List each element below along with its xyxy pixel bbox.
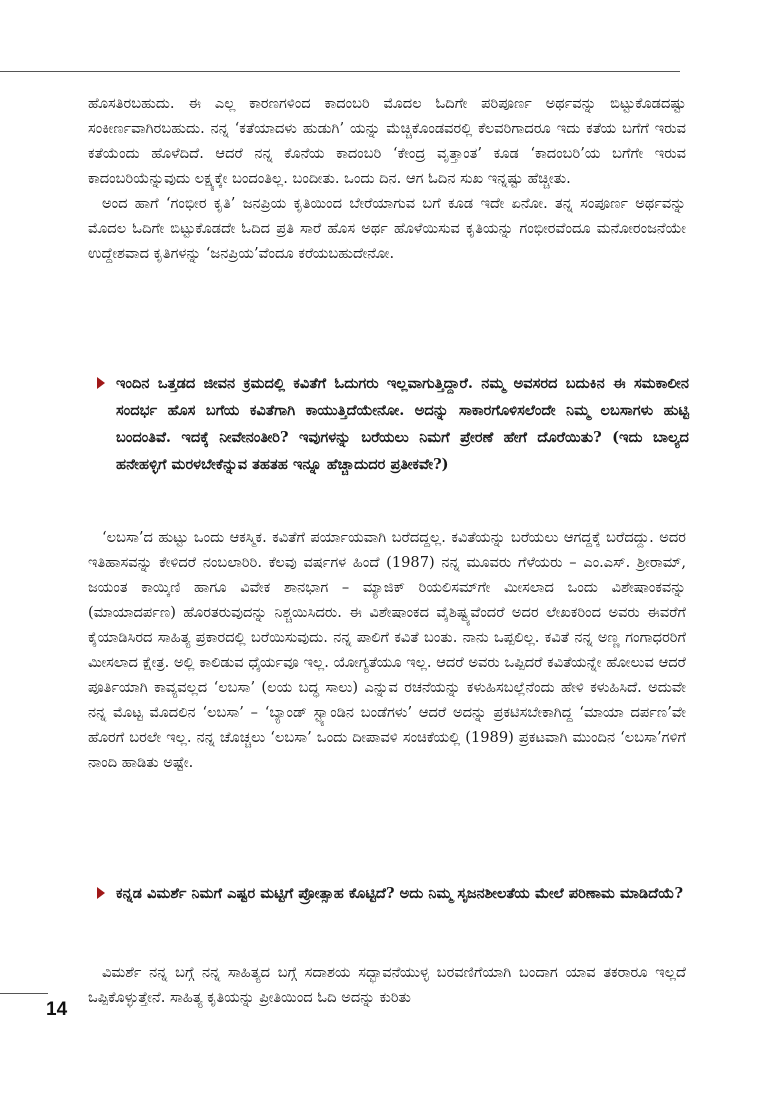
bullet-arrow-icon [97,377,105,389]
bottom-rule [0,993,48,994]
question-2 [97,880,689,907]
question-2-text: ಕನ್ನಡ ವಿಮರ್ಶೆ ನಿಮಗೆ ಎಷ್ಟರ ಮಟ್ಟಿಗೆ ಪ್ರೋತ್ಸಾಹ ಕೊಟ್ಟಿದೆ? ಅದು ನಿಮ್ಮ ಸೃಜನಶೀಲತೆಯ ಮೇಲೆ ಪರಿಣಾಮ ಮಾಡಿದೆಯೆ? [116,885,683,902]
paragraph-group-1 [88,91,686,266]
paragraph-group-3 [88,960,686,1010]
paragraph-2: ಅಂದ ಹಾಗೆ ‘ಗಂಭೀರ ಕೃತಿ’ ಜನಪ್ರಿಯ ಕೃತಿಯಿಂದ ಬೇರೆಯಾಗುವ ಬಗೆ ಕೂಡ ಇದೇ ಏನೋ. ತನ್ನ ಸಂಪೂರ್ಣ ಅರ್ಥವನ್ನು ಮೊದಲ ಓದಿಗೇ ಬಿಟ್ಟುಕೊಡದೇ ಓದಿದ ಪ್ರತಿ ಸಾರೆ ಹೊಸ ಅರ್ಥ ಹೊಳೆಯಿಸುವ ಕೃತಿಯನ್ನು ಗಂಭೀರವೆಂದೂ ಮನೋರಂಜನೆಯೇ ಉದ್ದೇಶವಾದ ಕೃತಿಗಳನ್ನು ‘ಜನಪ್ರಿಯ’ವೆಂದೂ ಕರೆಯಬಹುದೇನೋ. [88,195,686,262]
paragraph-1: ಹೊಸತಿರಬಹುದು. ಈ ಎಲ್ಲ ಕಾರಣಗಳಿಂದ ಕಾದಂಬರಿ ಮೊದಲ ಓದಿಗೇ ಪರಿಪೂರ್ಣ ಅರ್ಥವನ್ನು ಬಿಟ್ಟುಕೊಡದಷ್ಟು ಸಂಕೀರ್ಣವಾಗಿರಬಹುದು. ನನ್ನ ‘ಕತೆಯಾದಳು ಹುಡುಗಿ’ ಯನ್ನು ಮೆಚ್ಚಿಕೊಂಡವರಲ್ಲಿ ಕೆಲವರಿಗಾದರೂ ಇದು ಕತೆಯ ಬಗೆಗೆ ಇರುವ ಕತೆಯೆಂದು ಹೊಳೆದಿದೆ. ಆದರೆ ನನ್ನ ಕೊನೆಯ ಕಾದಂಬರಿ ‘ಕೇಂದ್ರ ವೃತ್ತಾಂತ’ ಕೂಡ ‘ಕಾದಂಬರಿ’ಯ ಬಗೆಗೇ ಇರುವ ಕಾದಂಬರಿಯೆನ್ನುವುದು ಲಕ್ಷ್ಯಕ್ಕೇ ಬಂದಂತಿಲ್ಲ. ಬಂದೀತು. ಒಂದು ದಿನ. ಆಗ ಓದಿನ ಸುಖ ಇನ್ನಷ್ಟು ಹೆಚ್ಚೀತು. [88,95,686,187]
question-1 [97,370,689,478]
top-rule [0,71,680,72]
paragraph-3: ‘ಲಬಸಾ’ದ ಹುಟ್ಟು ಒಂದು ಆಕಸ್ಮಿಕ. ಕವಿತೆಗೆ ಪರ್ಯಾಯವಾಗಿ ಬರೆದದ್ದಲ್ಲ. ಕವಿತೆಯನ್ನು ಬರೆಯಲು ಆಗದ್ದಕ್ಕೆ ಬರೆದದ್ದು. ಅದರ ಇತಿಹಾಸವನ್ನು ಕೇಳಿದರೆ ನಂಬಲಾರಿರಿ. ಕೆಲವು ವರ್ಷಗಳ ಹಿಂದೆ (1987) ನನ್ನ ಮೂವರು ಗೆಳೆಯರು – ಎಂ.ಎಸ್. ಶ್ರೀರಾಮ್, ಜಯಂತ ಕಾಯ್ಕಿಣಿ ಹಾಗೂ ವಿವೇಕ ಶಾನಭಾಗ – ಮ್ಯಾಜಿಕ್ ರಿಯಲಿಸಮ್‌ಗೇ ಮೀಸಲಾದ ಒಂದು ವಿಶೇಷಾಂಕವನ್ನು (ಮಾಯಾದರ್ಪಣ) ಹೊರತರುವುದನ್ನು ನಿಶ್ಚಯಿಸಿದರು. ಈ ವಿಶೇಷಾಂಕದ ವೈಶಿಷ್ಟ್ಯವೆಂದರೆ ಅದರ ಲೇಖಕರಿಂದ ಅವರು ಈವರೆಗೆ ಕೈಯಾಡಿಸಿರದ ಸಾಹಿತ್ಯ ಪ್ರಕಾರದಲ್ಲಿ ಬರೆಯಿಸುವುದು. ನನ್ನ ಪಾಲಿಗೆ ಕವಿತೆ ಬಂತು. ನಾನು ಒಪ್ಪಲಿಲ್ಲ. ಕವಿತೆ ನನ್ನ ಅಣ್ಣ ಗಂಗಾಧರರಿಗೆ ಮೀಸಲಾದ ಕ್ಷೇತ್ರ. ಅಲ್ಲಿ ಕಾಲಿಡುವ ಧೈರ್ಯವೂ ಇಲ್ಲ. ಯೋಗ್ಯತೆಯೂ ಇಲ್ಲ. ಆದರೆ ಅವರು ಒಪ್ಪಿದರೆ ಕವಿತೆಯನ್ನೇ ಹೋಲುವ ಆದರೆ ಪೂರ್ತಿಯಾಗಿ ಕಾವ್ಯವಲ್ಲದ ‘ಲಬಸಾ’ (ಲಯ ಬದ್ಧ ಸಾಲು) ಎನ್ನುವ ರಚನೆಯನ್ನು ಕಳುಹಿಸಬಲ್ಲೆನೆಂದು ಹೇಳಿ ಕಳುಹಿಸಿದೆ. ಅದುವೇ ನನ್ನ ಮೊಟ್ಟ ಮೊದಲಿನ ‘ಲಬಸಾ’ – ‘ಬ್ಯಾಂಡ್ ಸ್ಟ್ಯಾಂಡಿನ ಬಂಡೆಗಳು’ ಆದರೆ ಅದನ್ನು ಪ್ರಕಟಿಸಬೇಕಾಗಿದ್ದ ‘ಮಾಯಾ ದರ್ಪಣ’ವೇ ಹೊರಗೆ ಬರಲೇ ಇಲ್ಲ. ನನ್ನ ಚೊಚ್ಚಲು ‘ಲಬಸಾ’ ಒಂದು ದೀಪಾವಳಿ ಸಂಚಿಕೆಯಲ್ಲಿ (1989) ಪ್ರಕಟವಾಗಿ ಮುಂದಿನ ‘ಲಬಸಾ’ಗಳಿಗೆ ನಾಂದಿ ಹಾಡಿತು ಅಷ್ಟೇ. [88,529,686,771]
question-1-text: ಇಂದಿನ ಒತ್ತಡದ ಜೀವನ ಕ್ರಮದಲ್ಲಿ ಕವಿತೆಗೆ ಓದುಗರು ಇಲ್ಲವಾಗುತ್ತಿದ್ದಾರೆ. ನಮ್ಮ ಅವಸರದ ಬದುಕಿನ ಈ ಸಮಕಾಲೀನ ಸಂದರ್ಭ ಹೊಸ ಬಗೆಯ ಕವಿತೆಗಾಗಿ ಕಾಯುತ್ತಿದೆಯೇನೋ. ಅದನ್ನು ಸಾಕಾರಗೊಳಿಸಲೆಂದೇ ನಿಮ್ಮ ಲಬಸಾಗಳು ಹುಟ್ಟಿ ಬಂದಂತಿವೆ. ಇದಕ್ಕೆ ನೀವೇನಂತೀರಿ? ಇವುಗಳನ್ನು ಬರೆಯಲು ನಿಮಗೆ ಪ್ರೇರಣೆ ಹೇಗೆ ದೊರೆಯಿತು? (ಇದು ಬಾಲ್ಯದ ಹನೇಹಳ್ಳಿಗೆ ಮರಳಬೇಕೆನ್ನುವ ತಹತಹ ಇನ್ನೂ ಹೆಚ್ಚಾದುದರ ಪ್ರತೀಕವೇ?) [116,375,689,473]
page-number: 14 [46,999,68,1020]
paragraph-group-2 [88,525,686,775]
bullet-arrow-icon [97,887,105,899]
paragraph-4: ವಿಮರ್ಶೆ ನನ್ನ ಬಗ್ಗೆ ನನ್ನ ಸಾಹಿತ್ಯದ ಬಗ್ಗೆ ಸದಾಶಯ ಸದ್ಭಾವನೆಯುಳ್ಳ ಬರವಣಿಗೆಯಾಗಿ ಬಂದಾಗ ಯಾವ ತಕರಾರೂ ಇಲ್ಲದೆ ಒಪ್ಪಿಕೊಳ್ಳುತ್ತೇನೆ. ಸಾಹಿತ್ಯ ಕೃತಿಯನ್ನು ಪ್ರೀತಿಯಿಂದ ಓದಿ ಅದನ್ನು ಕುರಿತು [88,964,686,1006]
